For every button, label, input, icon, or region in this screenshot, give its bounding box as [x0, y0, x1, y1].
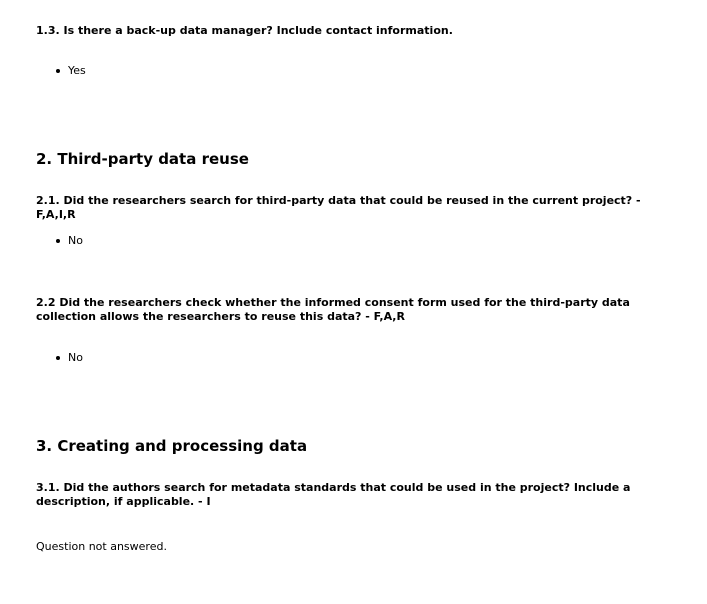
section-title-3: 3. Creating and processing data [36, 437, 308, 455]
question-3-1: 3.1. Did the authors search for metadata standards that could be used in the project? Include a description, if applicable. - I [36, 481, 631, 508]
question-2-1: 2.1. Did the researchers search for third-party data that could be reused in the current project? - F,A,I,R [36, 194, 641, 221]
answer-3-1: Question not answered. [36, 540, 167, 553]
answer-2-2: No [68, 351, 83, 364]
answer-1-3: Yes [68, 64, 86, 77]
question-2-2: 2.2 Did the researchers check whether the informed consent form used for the third-party data collection allows the researchers to reuse this data? - F,A,R [36, 296, 630, 323]
section-title-2: 2. Third-party data reuse [36, 150, 249, 168]
question-1-3: 1.3. Is there a back-up data manager? Include contact information. [36, 24, 453, 37]
answer-2-1: No [68, 234, 83, 247]
